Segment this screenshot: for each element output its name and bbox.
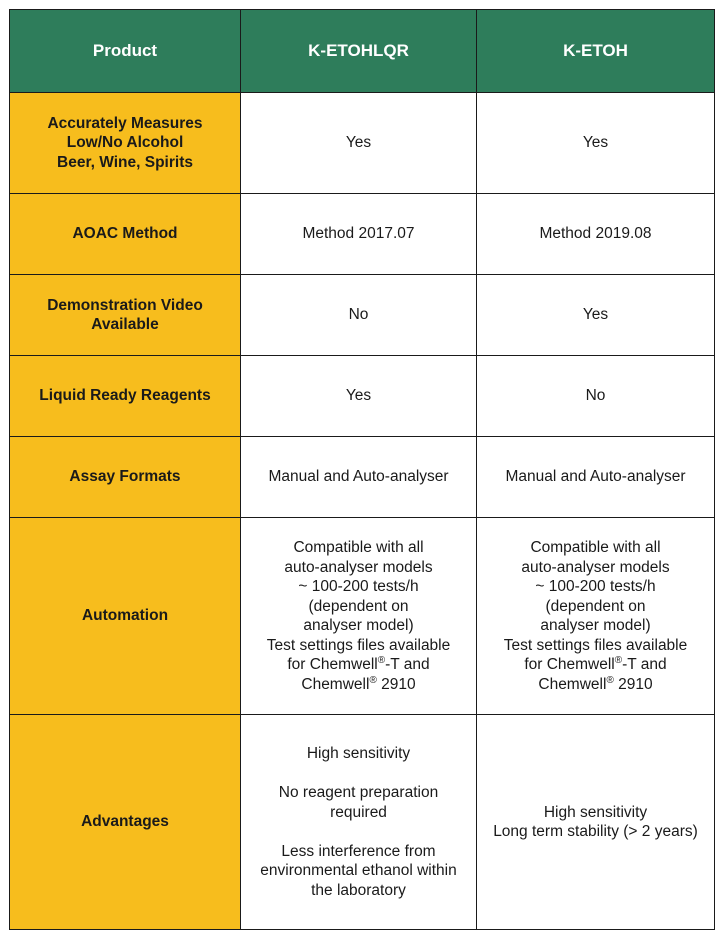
cell-k-etoh: Method 2019.08: [477, 194, 715, 275]
row-label-automation: [10, 518, 241, 715]
label-line: Assay Formats: [69, 468, 181, 486]
label-line: Beer, Wine, Spirits: [57, 153, 193, 171]
advantage-line: environmental ethanol within: [260, 862, 457, 879]
cell-k-etoh: Yes: [477, 275, 715, 356]
cell-k-etohlqr: [241, 715, 477, 930]
cell-k-etohlqr: Method 2017.07: [241, 194, 477, 275]
automation-line: Compatible with all: [530, 539, 661, 556]
cell-k-etohlqr: No: [241, 275, 477, 356]
label-line: Available: [91, 316, 159, 333]
registered-mark: ®: [377, 654, 386, 666]
automation-line: ~ 100-200 tests/h: [298, 578, 419, 595]
table-row: [10, 93, 715, 194]
automation-line: ~ 100-200 tests/h: [535, 578, 656, 595]
registered-mark: ®: [606, 674, 614, 686]
table-row: [10, 194, 715, 275]
header-k-etoh: K-ETOH: [477, 10, 715, 93]
registered-mark: ®: [614, 654, 623, 666]
row-label-advantages: [10, 715, 241, 930]
line-gap: [247, 822, 470, 842]
row-label-liquid-ready-reagents: [10, 356, 241, 437]
advantage-line: Long term stability (> 2 years): [493, 823, 698, 840]
automation-text: Chemwell: [538, 675, 607, 693]
label-line: Automation: [81, 607, 169, 625]
cell-k-etohlqr: Yes: [241, 93, 477, 194]
cell-k-etoh: [477, 715, 715, 930]
label-line: Advantages: [81, 813, 169, 831]
cell-k-etohlqr: Yes: [241, 356, 477, 437]
automation-line: [247, 675, 470, 695]
automation-line: Compatible with all: [293, 539, 424, 556]
advantage-line: High sensitivity: [306, 745, 411, 762]
automation-line: auto-analyser models: [521, 558, 670, 576]
line-gap: [247, 764, 470, 784]
automation-text: 2910: [613, 675, 653, 693]
row-label-assay-formats: [10, 437, 241, 518]
automation-line: [483, 655, 708, 675]
table-row: [10, 275, 715, 356]
automation-line: (dependent on: [308, 597, 409, 615]
automation-text: Chemwell: [301, 675, 370, 693]
header-k-etohlqr: K-ETOHLQR: [241, 10, 477, 93]
label-line: AOAC Method: [72, 225, 178, 243]
registered-mark: ®: [369, 674, 377, 686]
advantage-line: Less interference from: [281, 842, 436, 860]
table-row: [10, 356, 715, 437]
automation-line: analyser model): [303, 617, 414, 634]
header-product: Product: [10, 10, 241, 93]
automation-line: auto-analyser models: [284, 558, 433, 576]
automation-text: for Chemwell: [287, 656, 378, 673]
row-label-demonstration-video: [10, 275, 241, 356]
label-line: Low/No Alcohol: [66, 134, 184, 152]
automation-line: Test settings files available: [266, 636, 451, 654]
automation-line: [247, 655, 470, 675]
label-line: Accurately Measures: [47, 114, 203, 132]
cell-k-etoh: [477, 518, 715, 715]
cell-k-etoh: Manual and Auto-analyser: [477, 437, 715, 518]
row-label-aoac-method: [10, 194, 241, 275]
automation-text: for Chemwell: [524, 656, 615, 673]
automation-line: analyser model): [540, 617, 651, 634]
advantage-line: the laboratory: [311, 881, 406, 899]
table-row: [10, 518, 715, 715]
label-line: Demonstration Video: [47, 296, 203, 314]
table-row: [10, 437, 715, 518]
cell-k-etoh: No: [477, 356, 715, 437]
table-row: [10, 715, 715, 930]
cell-k-etohlqr: [241, 518, 477, 715]
cell-k-etoh: Yes: [477, 93, 715, 194]
automation-line: Test settings files available: [503, 636, 688, 654]
automation-text: -T and: [622, 656, 667, 673]
automation-line: (dependent on: [545, 597, 646, 615]
automation-text: -T and: [385, 656, 430, 673]
automation-line: [483, 675, 708, 695]
advantage-line: High sensitivity: [543, 803, 648, 821]
cell-k-etohlqr: Manual and Auto-analyser: [241, 437, 477, 518]
comparison-table: [9, 9, 715, 930]
advantage-line: No reagent preparation: [278, 784, 439, 801]
advantage-line: required: [330, 803, 387, 821]
row-label-accurately-measures: [10, 93, 241, 194]
automation-text: 2910: [376, 675, 416, 693]
header-row: [10, 10, 715, 93]
label-line: Liquid Ready Reagents: [39, 387, 211, 405]
